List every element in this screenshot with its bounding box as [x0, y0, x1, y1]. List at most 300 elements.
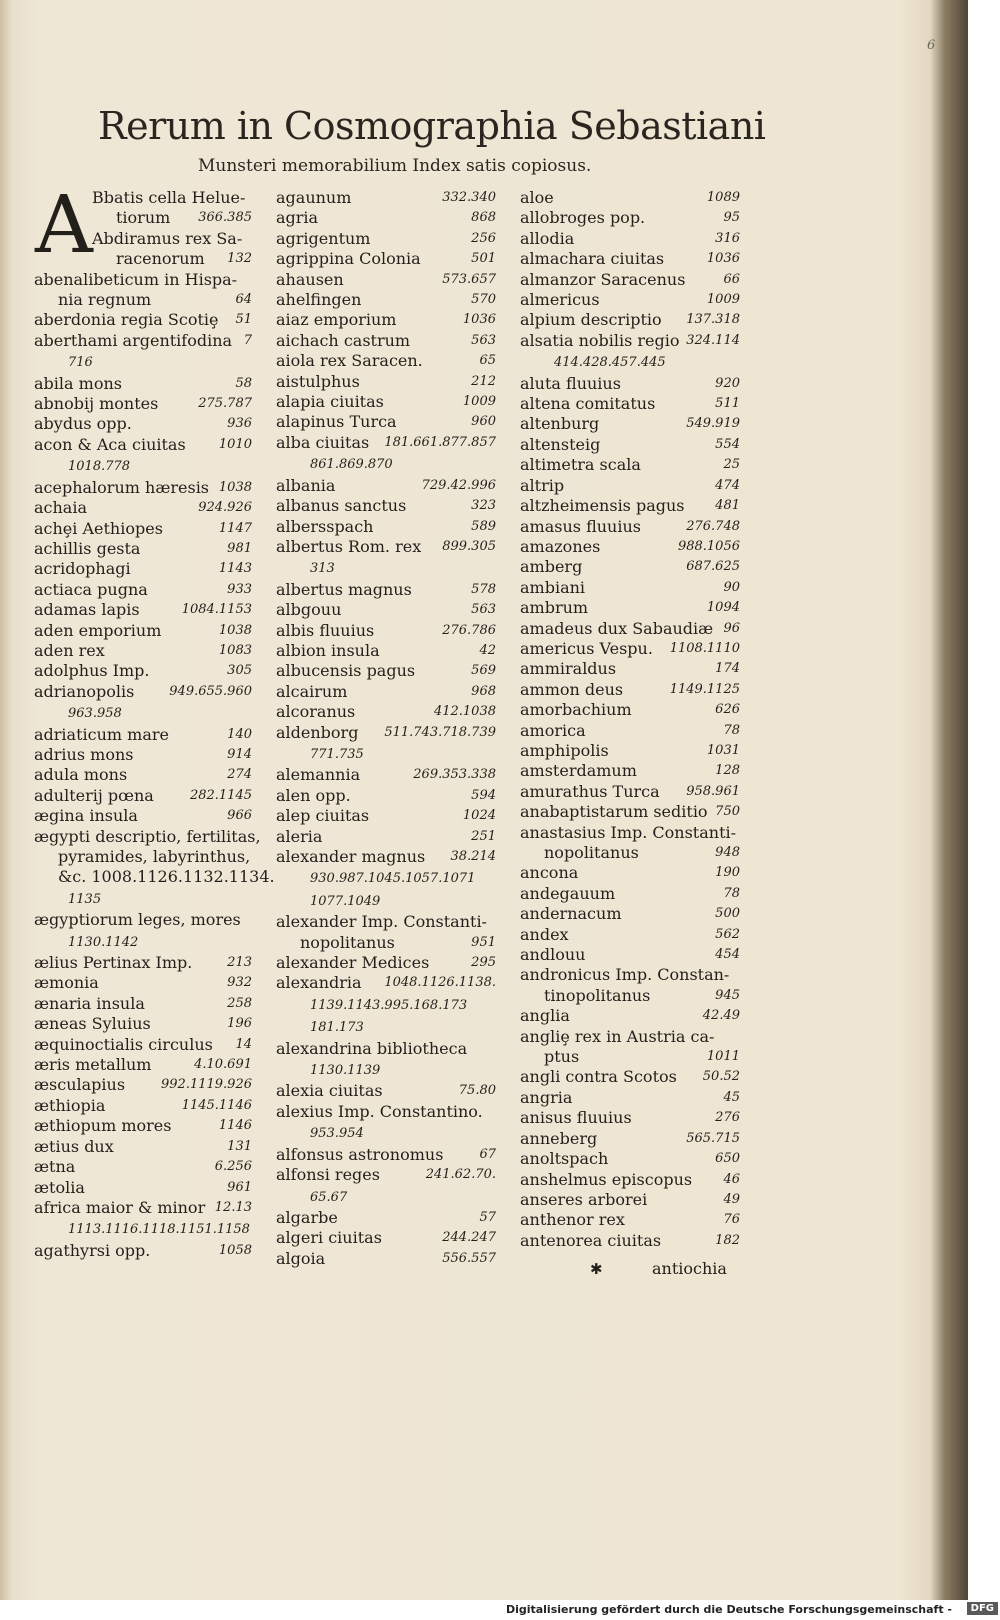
- index-page-refs: 594: [471, 787, 496, 803]
- index-entry: [276, 496, 496, 516]
- asterisk-mark: ✱: [590, 1260, 603, 1278]
- page-title: Rerum in Cosmographia Sebastiani: [98, 104, 766, 148]
- index-term: africa maior & minor: [34, 1197, 206, 1217]
- index-term: andronicus Imp. Constan-: [520, 965, 730, 985]
- index-page-refs: 1147: [218, 520, 252, 536]
- index-page-refs: 50.52: [702, 1069, 740, 1085]
- index-page-refs: 968: [471, 683, 496, 699]
- index-term: aleria: [276, 826, 323, 846]
- index-page-refs: 687.625: [686, 559, 740, 575]
- index-entry: [276, 867, 496, 889]
- index-page-refs: 626: [715, 702, 740, 718]
- index-term: æquinoctialis circulus: [34, 1034, 213, 1054]
- index-term: algarbe: [276, 1207, 338, 1227]
- index-entry: [520, 904, 740, 924]
- index-entry: [34, 994, 252, 1014]
- index-entry: [276, 682, 496, 702]
- index-entry: [34, 435, 252, 455]
- index-page-refs: 961: [227, 1179, 252, 1195]
- index-entry: [34, 867, 275, 887]
- index-page-refs: 1038: [218, 622, 252, 638]
- index-entry: [520, 884, 740, 904]
- index-entry: [276, 702, 496, 722]
- index-entry: [34, 1157, 252, 1177]
- index-term: agathyrsi opp.: [34, 1240, 151, 1260]
- index-entry: [276, 953, 496, 973]
- index-term: achȩi Aethiopes: [34, 518, 163, 538]
- index-entry: [520, 863, 740, 883]
- index-page-refs: 244.247: [442, 1230, 496, 1246]
- index-term: æris metallum: [34, 1055, 152, 1075]
- index-page-refs: 67: [479, 1146, 496, 1162]
- index-page-refs: 42: [479, 642, 496, 658]
- index-page-refs: 589: [471, 518, 496, 534]
- index-page-refs: 7: [243, 332, 252, 348]
- index-entry: [520, 1047, 740, 1067]
- index-term: adamas lapis: [34, 600, 140, 620]
- index-page-refs: 1143: [218, 561, 252, 577]
- index-term: agrippina Colonia: [276, 249, 421, 269]
- index-entry: [276, 827, 496, 847]
- index-entry: [34, 270, 252, 290]
- index-entry: [276, 933, 496, 953]
- index-entry: [520, 188, 740, 208]
- index-entry: [276, 537, 496, 557]
- index-term: æsculapius: [34, 1075, 126, 1095]
- index-term: Abdiramus rex Sa-: [92, 228, 243, 248]
- index-term: alsatia nobilis regio: [520, 330, 680, 350]
- index-page-refs: 563: [471, 602, 496, 618]
- index-page-refs: 563: [471, 332, 496, 348]
- index-entry: [276, 765, 496, 785]
- index-page-refs: 573.657: [442, 271, 496, 287]
- index-entry: [520, 351, 740, 373]
- index-column-1: [34, 188, 275, 1261]
- index-term: pyramides, labyrinthus,: [58, 847, 251, 866]
- index-page-refs: 305: [227, 663, 252, 679]
- index-entry: [520, 331, 740, 351]
- index-entry: [34, 1218, 252, 1240]
- index-entry: [520, 290, 740, 310]
- index-entry: [520, 270, 740, 290]
- index-entry: [34, 331, 252, 351]
- index-term: nia regnum: [58, 290, 152, 310]
- index-term: aden emporium: [34, 620, 162, 640]
- index-page-refs: 295: [471, 955, 496, 971]
- index-page-refs-continued: 716: [68, 355, 93, 371]
- index-page-refs: 578: [471, 581, 496, 597]
- index-term: alfonsus astronomus: [276, 1144, 444, 1164]
- footer-credit: Digitalisierung gefördert durch die Deutsche Forschungsgemeinschaft -: [505, 1603, 952, 1616]
- index-page-refs: 932: [227, 975, 252, 991]
- index-entry: [520, 496, 740, 516]
- index-entry: [520, 414, 740, 434]
- index-page-refs: 1083: [218, 642, 252, 658]
- index-page-refs: 75.80: [458, 1083, 496, 1099]
- index-page-refs: 1036: [706, 251, 740, 267]
- index-term: americus Vespu.: [520, 638, 653, 658]
- index-entry: [34, 910, 252, 930]
- index-page-refs: 276.748: [686, 518, 740, 534]
- index-entry: [276, 1122, 496, 1144]
- index-entry: [34, 1075, 252, 1095]
- index-term: amphipolis: [520, 740, 609, 760]
- index-entry: [34, 1178, 252, 1198]
- index-term: ahausen: [276, 269, 344, 289]
- index-term: agria: [276, 208, 319, 228]
- index-entry: [520, 802, 740, 822]
- index-term: ammiraldus: [520, 659, 617, 679]
- index-page-refs: 1145.1146: [181, 1097, 252, 1113]
- index-term: aberthami argentifodina: [34, 330, 233, 350]
- index-term: adrianopolis: [34, 681, 135, 701]
- index-term: algoia: [276, 1248, 326, 1268]
- index-entry: [276, 290, 496, 310]
- index-page-refs: 25: [723, 457, 740, 473]
- index-term: angliȩ rex in Austria ca-: [520, 1026, 715, 1046]
- index-entry: [34, 310, 252, 330]
- index-entry: [34, 682, 252, 702]
- index-term: albersspach: [276, 516, 374, 536]
- index-entry: [34, 1096, 252, 1116]
- catchword: antiochia: [652, 1259, 727, 1278]
- index-term: albucensis pagus: [276, 661, 416, 681]
- index-term: altena comitatus: [520, 394, 656, 414]
- index-entry: [520, 229, 740, 249]
- index-entry: [276, 310, 496, 330]
- index-page-refs: 137.318: [686, 312, 740, 328]
- index-term: altzheimensis pagus: [520, 496, 685, 516]
- index-page-refs: 914: [227, 746, 252, 762]
- index-term: aichach castrum: [276, 330, 411, 350]
- index-page-refs: 78: [723, 885, 740, 901]
- index-page-refs: 1009: [462, 394, 496, 410]
- index-page-refs: 316: [715, 230, 740, 246]
- index-entry: [34, 1241, 252, 1261]
- index-term: adolphus Imp.: [34, 661, 150, 681]
- index-term: alexius Imp. Constantino.: [276, 1101, 483, 1121]
- index-entry: [520, 925, 740, 945]
- index-page-refs: 66: [723, 271, 740, 287]
- index-page-refs: 474: [715, 477, 740, 493]
- index-page-refs-continued: 1018.778: [68, 459, 131, 475]
- index-entry: [34, 973, 252, 993]
- index-page-refs: 565.715: [686, 1130, 740, 1146]
- index-page-refs: 256: [471, 230, 496, 246]
- index-term: ænaria insula: [34, 993, 145, 1013]
- index-page-refs: 981: [227, 540, 252, 556]
- index-page-refs-continued: 181.173: [310, 1020, 364, 1036]
- index-page-refs: 650: [715, 1151, 740, 1167]
- index-entry: [276, 1186, 496, 1208]
- index-term: acephalorum hæresis: [34, 477, 210, 497]
- index-page-refs: 90: [723, 579, 740, 595]
- index-page-refs: 554: [715, 436, 740, 452]
- index-entry: [520, 1108, 740, 1128]
- index-term: amazones: [520, 536, 601, 556]
- index-entry: [34, 559, 252, 579]
- index-entry: [34, 1014, 252, 1034]
- index-entry: [520, 249, 740, 269]
- index-page-refs: 323: [471, 498, 496, 514]
- index-page-refs: 14: [235, 1036, 252, 1052]
- index-term: allobroges pop.: [520, 208, 646, 228]
- index-term: alcoranus: [276, 702, 356, 722]
- index-entry: [34, 600, 252, 620]
- index-page-refs-continued: 1135: [68, 891, 102, 907]
- index-term: achaia: [34, 498, 87, 518]
- index-entry: [34, 374, 252, 394]
- index-term: andex: [520, 924, 569, 944]
- index-page-refs: 511.743.718.739: [384, 724, 496, 740]
- index-term: anseres arborei: [520, 1189, 648, 1209]
- index-term: altimetra scala: [520, 455, 641, 475]
- index-term: albanus sanctus: [276, 496, 407, 516]
- index-term: anisus fluuius: [520, 1108, 632, 1128]
- index-term: albgouu: [276, 600, 342, 620]
- index-entry: [276, 270, 496, 290]
- index-term: agrigentum: [276, 228, 371, 248]
- index-term: altrip: [520, 475, 565, 495]
- dfg-logo: DFG: [967, 1602, 998, 1615]
- index-entry: [276, 1081, 496, 1101]
- index-term: alexander Imp. Constanti-: [276, 912, 487, 932]
- index-page-refs: 1011: [706, 1049, 740, 1065]
- index-term: alexandrina bibliotheca: [276, 1038, 468, 1058]
- index-entry: [520, 945, 740, 965]
- index-term: amorica: [520, 720, 586, 740]
- index-entry: [520, 843, 740, 863]
- index-page-refs: 58: [235, 375, 252, 391]
- index-page-refs: 501: [471, 251, 496, 267]
- index-term: alexander magnus: [276, 847, 426, 866]
- index-term: abnobij montes: [34, 394, 159, 414]
- index-page-refs: 570: [471, 292, 496, 308]
- index-page-refs: 275.787: [198, 396, 252, 412]
- index-term: andegauum: [520, 883, 616, 903]
- index-entry: [520, 721, 740, 741]
- index-page-refs: 76: [723, 1212, 740, 1228]
- index-entry: [276, 1059, 496, 1081]
- index-term: acridophagi: [34, 559, 131, 579]
- index-entry: [520, 700, 740, 720]
- index-page-refs: 992.1119.926: [161, 1077, 252, 1093]
- index-page-refs: 78: [723, 722, 740, 738]
- index-entry: [34, 414, 252, 434]
- index-page-refs: 1024: [462, 808, 496, 824]
- index-term: alexandria: [276, 973, 362, 993]
- index-page-refs: 1089: [706, 190, 740, 205]
- index-term: almachara ciuitas: [520, 249, 665, 269]
- index-term: albis fluuius: [276, 620, 375, 640]
- index-entry: [34, 931, 252, 953]
- index-page-refs: 174: [715, 661, 740, 677]
- index-entry: [92, 229, 252, 249]
- index-term: adula mons: [34, 765, 128, 785]
- index-term: altensteig: [520, 434, 601, 454]
- index-entry: [276, 600, 496, 620]
- index-term: alexia ciuitas: [276, 1081, 383, 1101]
- index-page-refs: 131: [227, 1138, 252, 1154]
- index-term: ætna: [34, 1157, 76, 1177]
- index-entry: [34, 847, 252, 867]
- index-entry: [520, 680, 740, 700]
- index-page-refs: 64: [235, 292, 252, 308]
- index-entry: [276, 1102, 496, 1122]
- index-page-refs-continued: 953.954: [310, 1126, 364, 1142]
- index-page-refs: 933: [227, 581, 252, 597]
- index-term: albertus Rom. rex: [276, 536, 422, 556]
- index-entry: [520, 1170, 740, 1190]
- index-page-refs: 95: [723, 210, 740, 226]
- index-entry: [276, 661, 496, 681]
- index-page-refs: 936: [227, 416, 252, 432]
- index-entry: [34, 580, 252, 600]
- index-entry: [34, 498, 252, 518]
- index-entry: [276, 249, 496, 269]
- index-entry: [34, 661, 252, 681]
- index-entry: [520, 598, 740, 618]
- index-entry: [520, 639, 740, 659]
- index-term: alpium descriptio: [520, 310, 662, 330]
- index-page-refs: 1058: [218, 1242, 252, 1258]
- index-term: anastasius Imp. Constanti-: [520, 822, 737, 842]
- index-entry: [34, 394, 252, 414]
- index-term: æthiopia: [34, 1095, 106, 1115]
- index-page-refs: 269.353.338: [413, 767, 496, 783]
- index-term: alapinus Turca: [276, 412, 397, 432]
- index-entry: [520, 455, 740, 475]
- index-term: anoltspach: [520, 1149, 609, 1169]
- index-term: aberdonia regia Scotiȩ: [34, 310, 219, 330]
- index-page-refs: 49: [723, 1191, 740, 1207]
- index-entry: [276, 517, 496, 537]
- index-page-refs: 182: [715, 1232, 740, 1248]
- index-page-refs-continued: 930.987.1045.1057.1071: [310, 871, 476, 887]
- index-term: amasus fluuius: [520, 516, 641, 536]
- index-term: alapia ciuitas: [276, 392, 384, 412]
- index-term: alemannia: [276, 765, 361, 785]
- index-entry: [276, 557, 496, 579]
- index-page-refs: 1146: [218, 1118, 252, 1134]
- index-entry: [520, 557, 740, 577]
- index-page-refs-continued: 1077.1049: [310, 893, 381, 909]
- index-page-refs: 213: [227, 955, 252, 971]
- index-entry: [520, 310, 740, 330]
- index-term: achillis gesta: [34, 538, 141, 558]
- index-entry: [276, 743, 496, 765]
- index-entry: [34, 725, 252, 745]
- index-page-refs: 366.385: [198, 210, 252, 226]
- index-entry: [520, 659, 740, 679]
- index-term: nopolitanus: [300, 932, 395, 952]
- index-entry: [520, 394, 740, 414]
- index-entry: [34, 621, 252, 641]
- index-page-refs: 924.926: [198, 500, 252, 516]
- index-term: racenorum: [116, 249, 205, 269]
- index-page-refs: 46: [723, 1171, 740, 1187]
- index-term: &c. 1008.1126.1132.1134.: [58, 867, 275, 887]
- index-term: ætolia: [34, 1177, 85, 1197]
- index-page-refs: 132: [227, 251, 252, 267]
- index-entry: [276, 723, 496, 743]
- index-term: amadeus dux Sabaudiæ: [520, 618, 714, 638]
- index-page-refs: 42.49: [702, 1008, 740, 1024]
- index-term: anshelmus episcopus: [520, 1169, 693, 1189]
- index-page-refs: 276: [715, 1110, 740, 1126]
- index-entry: [276, 1145, 496, 1165]
- index-page-refs: 65: [479, 353, 496, 369]
- index-page-refs: 945: [715, 987, 740, 1003]
- index-entry: [34, 1137, 252, 1157]
- index-term: ægypti descriptio, fertilitas,: [34, 826, 261, 846]
- index-term: andernacum: [520, 904, 622, 924]
- index-term: alexander Medices: [276, 953, 430, 973]
- index-entry: [276, 208, 496, 228]
- index-page-refs-continued: 1130.1139: [310, 1063, 381, 1079]
- index-term: anneberg: [520, 1128, 598, 1148]
- index-term: tinopolitanus: [544, 985, 651, 1005]
- index-page-refs: 251: [471, 828, 496, 844]
- index-entry: [34, 455, 252, 477]
- index-entry: [520, 476, 740, 496]
- index-entry: [92, 249, 252, 269]
- index-term: ancona: [520, 863, 579, 883]
- index-entry: [276, 890, 496, 912]
- index-entry: [276, 994, 496, 1016]
- index-entry: [520, 823, 740, 843]
- index-entry: [34, 826, 261, 847]
- index-entry: [92, 188, 252, 208]
- index-page-refs-continued: 861.869.870: [310, 457, 393, 473]
- index-page-refs: 6.256: [214, 1159, 252, 1175]
- index-entry: [520, 741, 740, 761]
- index-entry: [276, 1016, 496, 1038]
- index-page-refs: 511: [715, 396, 740, 412]
- index-page-refs: 1048.1126.1138.: [384, 975, 496, 991]
- index-term: alba ciuitas: [276, 432, 370, 452]
- index-term: angli contra Scotos: [520, 1067, 677, 1087]
- index-entry: [276, 188, 496, 208]
- index-term: acon & Aca ciuitas: [34, 434, 186, 454]
- index-page-refs: 274: [227, 767, 252, 783]
- index-entry: [276, 786, 496, 806]
- index-entry: [34, 1198, 252, 1218]
- index-page-refs: 1010: [218, 436, 252, 452]
- index-entry: [520, 619, 740, 639]
- index-page-refs: 1108.1110: [669, 640, 740, 656]
- index-entry: [276, 912, 496, 932]
- index-term: aistulphus: [276, 371, 360, 391]
- index-term: ægyptiorum leges, mores: [34, 910, 241, 930]
- index-term: alen opp.: [276, 785, 351, 805]
- index-term: algeri ciuitas: [276, 1228, 382, 1248]
- index-entry: [276, 1165, 496, 1185]
- index-entry: [34, 1055, 252, 1075]
- index-entry: [276, 331, 496, 351]
- index-entry: [520, 537, 740, 557]
- index-entry: [34, 786, 252, 806]
- index-entry: [276, 351, 496, 371]
- index-term: æmonia: [34, 973, 99, 993]
- index-entry: [276, 453, 496, 475]
- index-page-refs: 958.961: [686, 783, 740, 799]
- index-term: ælius Pertinax Imp.: [34, 953, 193, 973]
- index-page-refs: 140: [227, 726, 252, 742]
- index-entry: [276, 392, 496, 412]
- index-term: ægina insula: [34, 806, 138, 826]
- index-term: aloe: [520, 188, 554, 207]
